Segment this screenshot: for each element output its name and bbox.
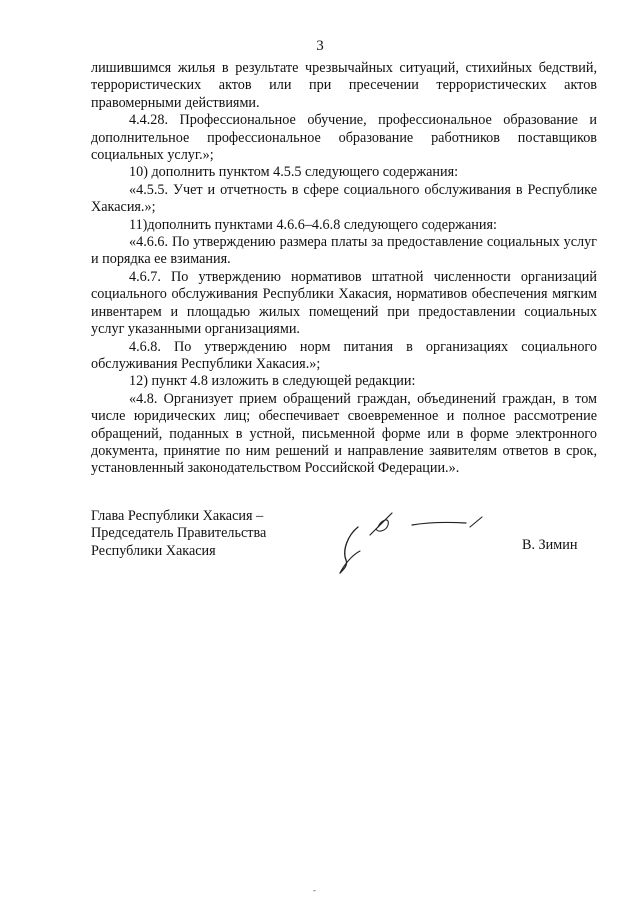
paragraph-4-6-6: «4.6.6. По утверждению размера платы за предоставление социальных услуг и порядка ее взимания. (91, 234, 597, 268)
handwritten-signature (330, 505, 490, 585)
paragraph-amendment-12: 12) пункт 4.8 изложить в следующей редакции: (129, 373, 416, 390)
paragraph-4-4-28: 4.4.28. Профессиональное обучение, профессиональное образование и дополнительное профессиональное образование работников поставщиков социальных услуг.»; (91, 112, 597, 164)
paragraph-4-6-8: 4.6.8. По утверждению норм питания в организациях социального обслуживания Республики Хакасия.»; (91, 338, 597, 372)
page-number: 3 (316, 38, 324, 54)
document-body (91, 60, 597, 478)
paragraph-4-8: «4.8. Организует прием обращений граждан, объединений граждан, в том числе юридических лиц; обеспечивает своевременное и полное рассмотрение обращений, поданных в устной, письменной форме или в форме электронного документа, принятие по ним решений и направление заявителям ответов в срок, установленный законодательством Российской Федерации.». (91, 390, 597, 477)
paragraph-amendment-11: 11)дополнить пунктами 4.6.6–4.6.8 следующего содержания: (129, 216, 497, 233)
paragraph-amendment-10: 10) дополнить пунктом 4.5.5 следующего содержания: (129, 164, 459, 181)
paragraph-4-6-7: 4.6.7. По утверждению нормативов штатной численности организаций социального обслуживания Республики Хакасия, нормативов обеспечения мягким инвентарем и площадью жилых помещений при предоставлении социальных услуг указанными организациями. (91, 268, 597, 338)
footer-mark: - (313, 885, 316, 895)
signer-title-line-3: Республики Хакасия (91, 542, 216, 559)
signer-title (91, 508, 266, 560)
signer-name: В. Зимин (522, 537, 578, 553)
signer-title-line-1: Глава Республики Хакасия – (91, 508, 264, 524)
signer-title-line-2: Председатель Правительства (91, 525, 267, 542)
paragraph-continuation: лишившимся жилья в результате чрезвычайных ситуаций, стихийных бедствий, террористических актов или при пресечении террористических актов правомерными действиями. (91, 60, 597, 111)
paragraph-4-5-5: «4.5.5. Учет и отчетность в сфере социального обслуживания в Республике Хакасия.»; (91, 181, 597, 216)
